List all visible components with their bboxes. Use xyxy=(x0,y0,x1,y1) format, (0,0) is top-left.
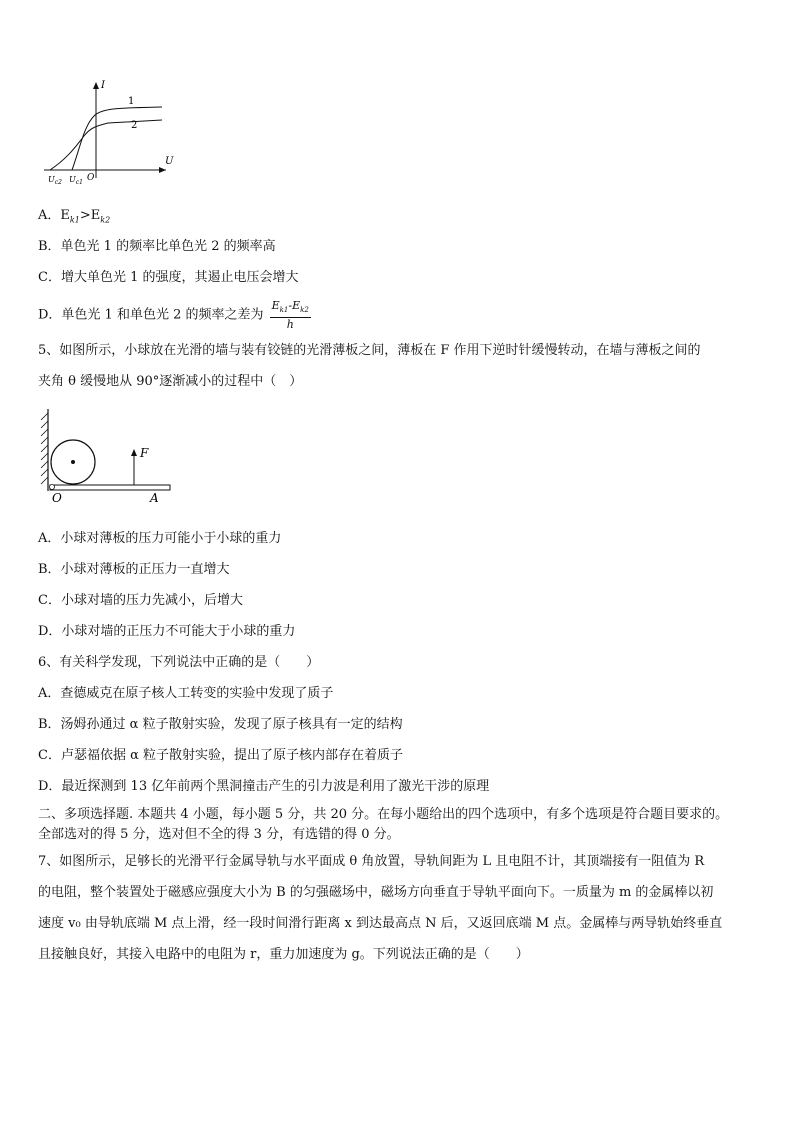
q6-option-a: A．查德威克在原子核人工转变的实验中发现了质子 xyxy=(38,686,334,701)
q5-option-d: D．小球对墙的正压力不可能大于小球的重力 xyxy=(38,624,296,639)
curve-2-label: 2 xyxy=(131,120,138,131)
board xyxy=(50,485,170,490)
uc2-label: $U_{c2}$ xyxy=(48,175,62,186)
q7-line2: 的电阻，整个装置处于磁感应强度大小为 B 的匀强磁场中，磁场方向垂直于导轨平面向下。一质量为 m 的金属棒以初 xyxy=(38,885,714,900)
i-axis-arrow xyxy=(93,82,99,89)
curve-1-label: 1 xyxy=(128,96,135,107)
q7-line4: 且接触良好，其接入电路中的电阻为 r，重力加速度为 g。下列说法正确的是（ ） xyxy=(38,947,529,962)
q4-option-a: A．$E_{k1}>E_{k2}$ xyxy=(38,208,111,225)
q6-option-d: D．最近探测到 13 亿年前两个黑洞撞击产生的引力波是利用了激光干涉的原理 xyxy=(38,779,490,794)
q5-option-a: A．小球对薄板的压力可能小于小球的重力 xyxy=(38,531,282,546)
section2-instructions-line1: 二、多项选择题. 本题共 4 小题，每小题 5 分，共 20 分。在每小题给出的四个选项中，有多个选项是符合题目要求的。 xyxy=(38,807,729,822)
q5-stem-line2: 夹角 θ 缓慢地从 90°逐渐减小的过程中（ ） xyxy=(38,374,303,389)
q5-stem-line1: 5、如图所示，小球放在光滑的墙与装有铰链的光滑薄板之间，薄板在 F 作用下逆时针缓慢转动，在墙与薄板之间的 xyxy=(38,343,701,358)
force-label: F xyxy=(140,446,149,460)
q7-line1: 7、如图所示，足够长的光滑平行金属导轨与水平面成 θ 角放置，导轨间距为 L 且电阻不计，其顶端接有一阻值为 R xyxy=(38,854,705,869)
q7-line3: 速度 v₀ 由导轨底端 M 点上滑，经一段时间滑行距离 x 到达最高点 N 后，又返回底端 M 点。金属棒与两导轨始终垂直 xyxy=(38,916,723,931)
uc1-label: $U_{c1}$ xyxy=(69,175,83,186)
photoelectric-iu-graph xyxy=(38,78,178,188)
hinge xyxy=(50,485,55,490)
u-axis-label: U xyxy=(165,156,174,167)
curve-1 xyxy=(72,107,162,170)
wall-hatching xyxy=(41,413,48,484)
q4-option-b: B．单色光 1 的频率比单色光 2 的频率高 xyxy=(38,239,276,254)
q6-option-b: B．汤姆孙通过 α 粒子散射实验，发现了原子核具有一定的结构 xyxy=(38,717,403,732)
frequency-difference-fraction: $\frac{E_{k1}-E_{k2}}{h}$ xyxy=(271,299,309,332)
q5-option-b: B．小球对薄板的正压力一直增大 xyxy=(38,562,230,577)
q5-option-c: C．小球对墙的压力先减小，后增大 xyxy=(38,593,243,608)
force-arrowhead xyxy=(131,449,137,456)
q4-option-d: D．单色光 1 和单色光 2 的频率之差为 $\frac{E_{k1}-E_{k2}}{h}$ xyxy=(38,299,309,332)
q6-option-c: C．卢瑟福依据 α 粒子散射实验，提出了原子核内部存在着质子 xyxy=(38,748,403,763)
i-axis-label: I xyxy=(101,80,105,91)
q6-stem: 6、有关科学发现，下列说法中正确的是（ ） xyxy=(38,655,320,670)
origin-label: O xyxy=(87,173,95,183)
ball-center xyxy=(71,460,75,464)
ball-wall-board-figure xyxy=(38,405,178,505)
u-axis-arrow xyxy=(159,167,166,173)
section2-instructions-line2: 全部选对的得 5 分，选对但不全的得 3 分，有选错的得 0 分。 xyxy=(38,827,400,842)
q4-option-c: C．增大单色光 1 的强度，其遏止电压会增大 xyxy=(38,270,299,285)
curve-2 xyxy=(50,120,162,170)
end-label: A xyxy=(150,491,159,505)
hinge-label: O xyxy=(52,491,62,505)
